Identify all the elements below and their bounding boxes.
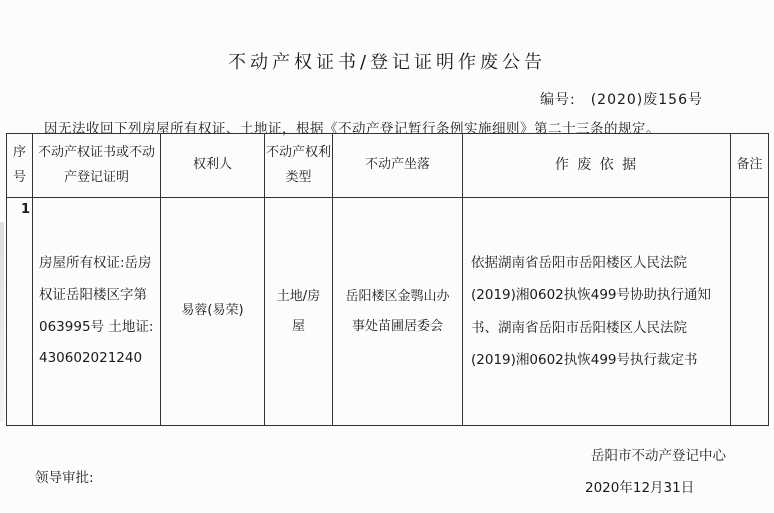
header-owner: 权利人 bbox=[161, 134, 265, 198]
cell-type: 土地/房屋 bbox=[265, 198, 333, 426]
page-fold-shadow bbox=[0, 222, 4, 422]
cell-remark bbox=[731, 198, 769, 426]
announcement-date: 2020年12月31日 bbox=[585, 480, 695, 496]
announcement-table bbox=[6, 133, 769, 426]
intro-text: 因无法收回下列房屋所有权证、土地证，根据《不动产登记暂行条例实施细则》第二十三条的规定。 bbox=[44, 121, 660, 137]
header-seq: 序号 bbox=[7, 134, 33, 198]
cell-owner: 易蓉(易荣) bbox=[161, 198, 265, 426]
header-remark: 备注 bbox=[731, 134, 769, 198]
cell-location: 岳阳楼区金鹗山办事处苗圃居委会 bbox=[333, 198, 463, 426]
header-location: 不动产坐落 bbox=[333, 134, 463, 198]
table-row bbox=[7, 198, 769, 426]
header-basis: 作 废 依 据 bbox=[463, 134, 731, 198]
cell-seq: 1 bbox=[7, 198, 33, 426]
leader-approval-label: 领导审批: bbox=[35, 470, 94, 486]
cell-cert: 房屋所有权证:岳房权证岳阳楼区字第063995号 土地证: 430602021240 bbox=[33, 198, 161, 426]
issuing-organization: 岳阳市不动产登记中心 bbox=[591, 448, 726, 464]
header-cert: 不动产权证书或不动产登记证明 bbox=[33, 134, 161, 198]
table-header-row bbox=[7, 134, 769, 198]
cell-basis: 依据湖南省岳阳市岳阳楼区人民法院(2019)湘0602执恢499号协助执行通知书、湖南省岳阳市岳阳楼区人民法院(2019)湘0602执恢499号执行裁定书 bbox=[463, 198, 731, 426]
page-title: 不动产权证书/登记证明作废公告 bbox=[227, 52, 547, 73]
header-type: 不动产权利类型 bbox=[265, 134, 333, 198]
document-number: 编号: (2020)废156号 bbox=[540, 92, 703, 108]
